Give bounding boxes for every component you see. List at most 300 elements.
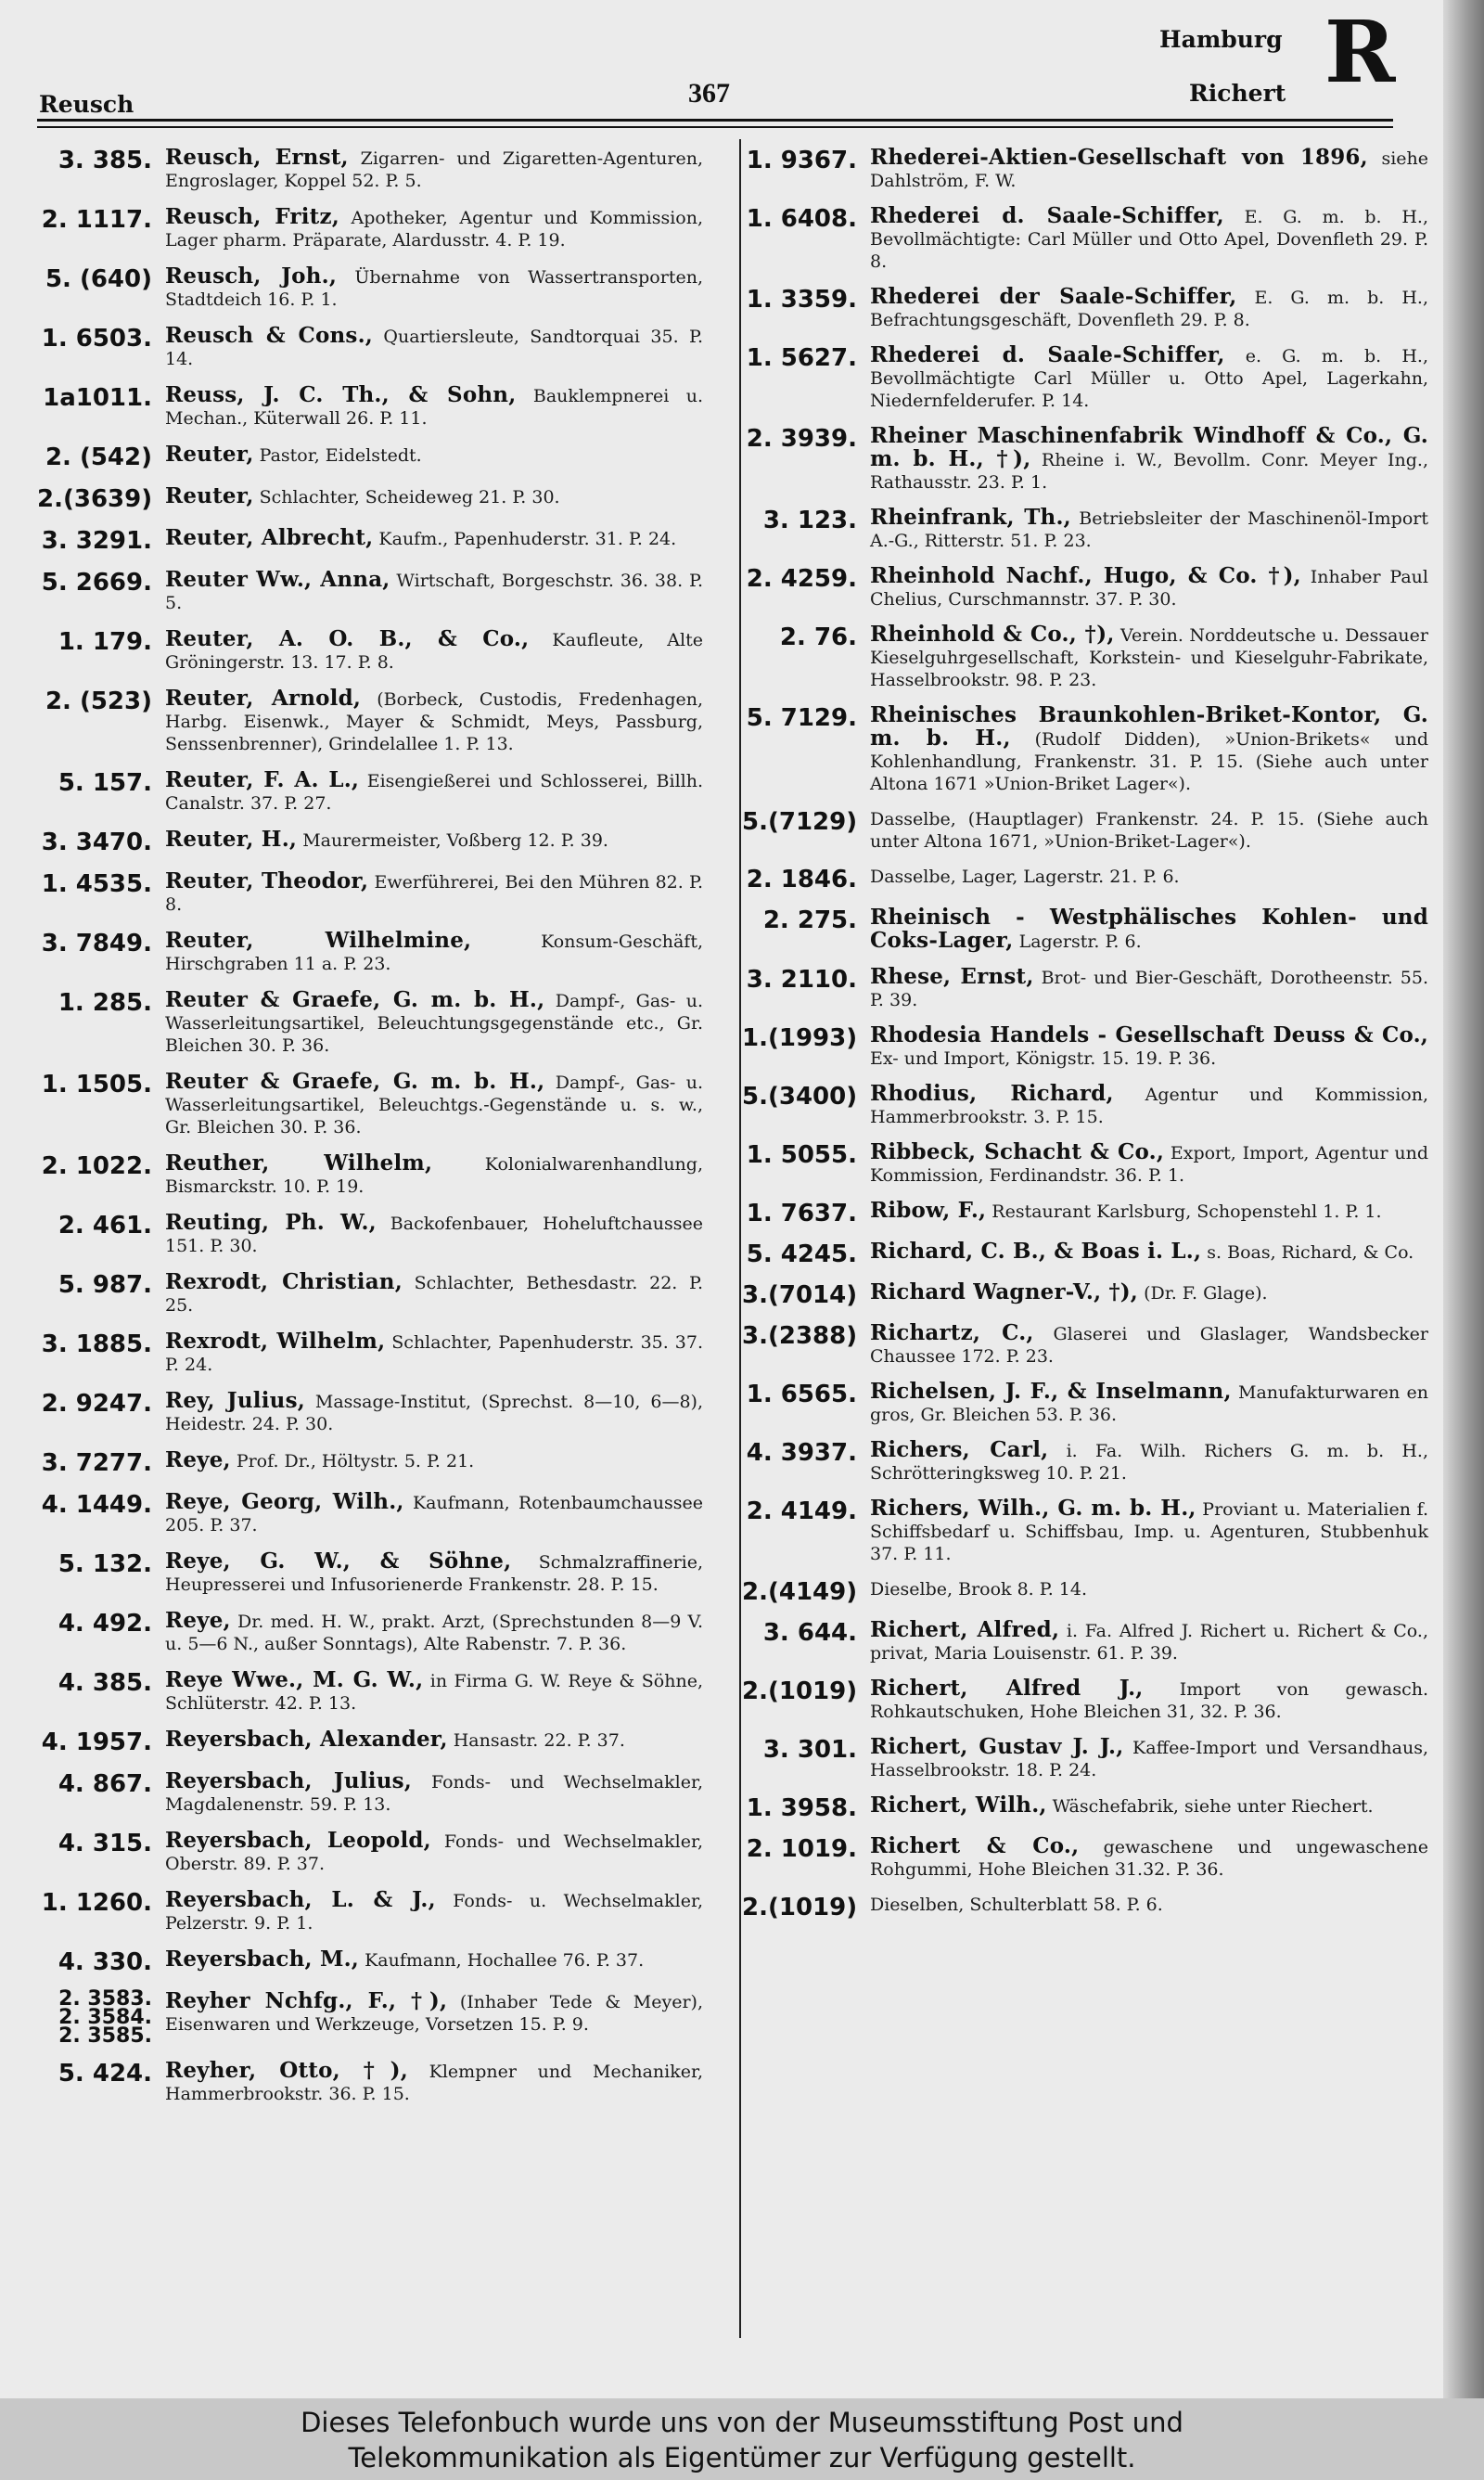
directory-entry	[742, 1322, 1428, 1368]
directory-entry	[742, 344, 1428, 412]
entry-details: Kaffee-Import und Versandhaus, Hasselbrookstr. 18. P. 24.	[870, 1738, 1428, 1780]
entry-text	[870, 1497, 1428, 1565]
entry-name: Reuter, A. O. B., & Co.,	[165, 626, 530, 651]
entry-text	[870, 1141, 1428, 1187]
entry-name: Reyersbach, Leopold,	[165, 1828, 431, 1853]
phone-number: 2. 1022.	[41, 1152, 152, 1180]
phone-number: 3.(7014)	[742, 1281, 858, 1309]
entry-text	[870, 1322, 1428, 1368]
entry-text	[165, 1728, 703, 1752]
phone-number: 2. 275.	[762, 906, 857, 934]
phone-number: 5. 7129.	[746, 704, 857, 732]
phone-number: 3. 644.	[762, 1619, 857, 1647]
entry-name: Rheinfrank, Th.,	[870, 505, 1071, 530]
phone-number: 1. 6565.	[746, 1381, 857, 1408]
entry-name: Rheinhold Nachf., Hugo, & Co. †),	[870, 563, 1301, 588]
entry-details: Dasselbe, (Hauptlager) Frankenstr. 24. P. 15. (Siehe auch unter Altona 1671, »Union-Briket-Lager«).	[870, 809, 1428, 852]
entry-details: e. G. m. b. H., Bevollmächtigte Carl Müller u. Otto Apel, Lagerkahn, Niedernfelderufer. P. 14.	[870, 346, 1428, 411]
directory-entry	[742, 966, 1428, 1011]
entry-name: Reuss, J. C. Th., & Sohn,	[165, 382, 517, 407]
phone-number: 3. 3470.	[41, 829, 152, 856]
directory-entry	[742, 205, 1428, 273]
phone-number: 2.(1019)	[742, 1677, 858, 1705]
phone-number: 1. 5055.	[746, 1141, 857, 1169]
phone-number: 1. 285.	[58, 989, 152, 1017]
directory-entry	[37, 1948, 703, 1976]
entry-text	[870, 966, 1428, 1011]
phone-number: 1. 6503.	[41, 325, 152, 353]
entry-details: Dr. med. H. W., prakt. Arzt, (Sprechstunden 8—9 V. u. 5—6 N., außer Sonntags), Alte Rabenstr. 7. P. 36.	[165, 1612, 704, 1654]
directory-entry	[742, 808, 1428, 853]
directory-entry	[742, 1677, 1428, 1723]
directory-entry	[37, 989, 703, 1057]
entry-name: Reuter, H.,	[165, 827, 298, 852]
entry-name: Rhederei d. Saale-Schiffer,	[870, 203, 1224, 228]
entry-text	[165, 870, 703, 916]
entry-text	[165, 1271, 703, 1317]
entry-name: Reyersbach, L. & J.,	[165, 1887, 436, 1912]
entry-details: in Firma G. W. Reye & Söhne, Schlüterstr. 42. P. 13.	[165, 1671, 703, 1714]
directory-entry	[742, 425, 1428, 494]
phone-number: 5.(7129)	[742, 808, 858, 836]
directory-entry	[37, 829, 703, 856]
entry-details: Ewerführerei, Bei den Mühren 82. P. 8.	[165, 872, 703, 915]
phone-number: 2.(4149)	[742, 1578, 858, 1606]
directory-entry	[742, 1381, 1428, 1426]
directory-entry	[37, 2060, 703, 2105]
directory-entry	[37, 384, 703, 430]
entry-text	[870, 1281, 1428, 1304]
phone-number-line: 2. 3584.	[58, 2006, 152, 2029]
directory-entry	[742, 906, 1428, 953]
entry-details: Fonds- und Wechselmakler, Magdalenenstr. 59. P. 13.	[165, 1772, 703, 1815]
phone-number: 5. 424.	[58, 2060, 152, 2088]
entry-details: Pastor, Eidelstedt.	[259, 445, 422, 466]
entry-details: Bauklempnerei u. Mechan., Küterwall 26. P. 11.	[165, 386, 703, 429]
entry-details: Glaserei und Glaslager, Wandsbecker Chaussee 172. P. 23.	[870, 1324, 1428, 1367]
header-left-keyword: Reusch	[39, 91, 134, 118]
left-column	[37, 147, 703, 2119]
entry-text	[870, 1619, 1428, 1664]
directory-entry	[37, 325, 703, 370]
entry-name: Rhederei-Aktien-Gesellschaft von 1896,	[870, 145, 1368, 170]
entry-text	[870, 1835, 1428, 1881]
entry-text	[165, 829, 703, 852]
entry-text	[165, 1550, 703, 1596]
directory-entry	[37, 147, 703, 192]
entry-name: Richard Wagner-V., †),	[870, 1279, 1139, 1304]
phone-number: 1. 1505.	[41, 1071, 152, 1099]
phone-number: 2. 3939.	[746, 425, 857, 453]
directory-entry	[742, 286, 1428, 331]
entry-name: Ribow, F.,	[870, 1198, 987, 1223]
entry-details: (Dr. F. Glage).	[1144, 1283, 1268, 1304]
directory-entry	[742, 507, 1428, 552]
directory-entry	[742, 565, 1428, 610]
page-edge-shadow	[1443, 0, 1484, 2398]
footer-note	[0, 2398, 1484, 2480]
header-city: Hamburg	[1159, 26, 1283, 53]
phone-number: 2. (523)	[45, 687, 152, 715]
phone-number: 5. 157.	[58, 769, 152, 797]
entry-name: Reusch, Fritz,	[165, 204, 339, 229]
entry-name: Rexrodt, Christian,	[165, 1269, 403, 1294]
directory-entry	[37, 1610, 703, 1655]
entry-text	[165, 1212, 703, 1257]
entry-name: Reuter, Arnold,	[165, 686, 362, 711]
entry-name: Reusch, Joh.,	[165, 263, 338, 289]
entry-details: Hansastr. 22. P. 37.	[453, 1730, 625, 1751]
directory-entry	[742, 1794, 1428, 1822]
phone-number: 3. 301.	[762, 1736, 857, 1764]
entry-name: Reyher Nchfg., F., †),	[165, 1988, 448, 2013]
phone-number: 2.(3639)	[37, 485, 153, 513]
entry-name: Reyher, Otto, †),	[165, 2058, 408, 2083]
entry-text	[870, 565, 1428, 610]
entry-name: Reyersbach, Alexander,	[165, 1727, 448, 1752]
entry-text	[165, 1990, 703, 2036]
phone-number: 5. (640)	[45, 265, 152, 293]
entry-details: Wirtschaft, Borgeschstr. 36. 38. P. 5.	[165, 571, 704, 613]
entry-details: Dasselbe, Lager, Lagerstr. 21. P. 6.	[870, 867, 1180, 887]
phone-number: 3. 7277.	[41, 1449, 152, 1477]
entry-details: Dieselben, Schulterblatt 58. P. 6.	[870, 1895, 1163, 1915]
phone-number: 4. 3937.	[746, 1439, 857, 1467]
directory-entry	[37, 206, 703, 251]
entry-details: Dampf-, Gas- u. Wasserleitungsartikel, Beleuchtungsgegenstände etc., Gr. Bleichen 30. P. 36.	[165, 991, 704, 1056]
right-column	[742, 147, 1428, 1934]
directory-entry	[742, 866, 1428, 893]
entry-details: Kaufm., Papenhuderstr. 31. P. 24.	[378, 529, 677, 549]
phone-number: 1a1011.	[43, 384, 152, 412]
entry-name: Richert, Gustav J. J.,	[870, 1734, 1124, 1759]
entry-text	[870, 866, 1428, 888]
entry-name: Reyersbach, Julius,	[165, 1768, 412, 1793]
entry-text	[870, 1024, 1428, 1070]
directory-entry	[742, 1497, 1428, 1565]
entry-details: Manufakturwaren en gros, Gr. Bleichen 53. P. 36.	[870, 1382, 1428, 1425]
entry-details: Massage-Institut, (Sprechst. 8—10, 6—8), Heidestr. 24. P. 30.	[165, 1392, 703, 1434]
entry-text	[870, 286, 1428, 331]
entry-details: Eisengießerei und Schlosserei, Billh. Canalstr. 37. P. 27.	[165, 771, 704, 814]
phone-number: 1. 3359.	[746, 286, 857, 314]
section-letter: R	[1324, 2, 1396, 102]
phone-number: 2. 9247.	[41, 1390, 152, 1418]
entry-name: Rhese, Ernst,	[870, 964, 1034, 989]
entry-details: Kaufleute, Alte Gröningerstr. 13. 17. P. 8.	[165, 630, 703, 673]
directory-entry	[37, 1491, 703, 1536]
phone-number: 2. (542)	[45, 443, 152, 471]
phone-number: 3. 385.	[58, 147, 152, 174]
entry-details: Ex- und Import, Königstr. 15. 19. P. 36.	[870, 1048, 1217, 1069]
phone-number: 2. 76.	[779, 623, 857, 651]
directory-entry	[37, 527, 703, 555]
entry-text	[165, 265, 703, 311]
phone-number: 5. 132.	[58, 1550, 152, 1578]
entry-text	[870, 704, 1428, 795]
entry-text	[165, 1491, 703, 1536]
entry-text	[165, 687, 703, 755]
page-number: 367	[688, 78, 730, 109]
entry-name: Rhederei der Saale-Schiffer,	[870, 284, 1237, 309]
entry-text	[870, 1240, 1428, 1264]
entry-details: Maurermeister, Voßberg 12. P. 39.	[302, 830, 608, 851]
entry-name: Richers, Carl,	[870, 1437, 1049, 1462]
directory-entry	[37, 930, 703, 975]
directory-entry	[742, 1200, 1428, 1227]
entry-text	[870, 623, 1428, 691]
directory-entry	[37, 1987, 703, 2048]
phone-number: 2.(1019)	[742, 1894, 858, 1921]
phone-number: 2. 4149.	[746, 1497, 857, 1525]
entry-name: Rheinhold & Co., †),	[870, 622, 1115, 647]
phone-number: 4. 867.	[58, 1770, 152, 1798]
phone-number: 1. 1260.	[41, 1889, 152, 1917]
entry-name: Rhederei d. Saale-Schiffer,	[870, 342, 1225, 367]
phone-number: 2. 1117.	[41, 206, 152, 234]
entry-text	[165, 569, 703, 614]
entry-text	[165, 1830, 703, 1875]
entry-name: Richelsen, J. F., & Inselmann,	[870, 1379, 1232, 1404]
directory-entry	[37, 687, 703, 755]
directory-entry	[37, 443, 703, 471]
entry-details: Klempner und Mechaniker, Hammerbrookstr. 36. P. 15.	[165, 2062, 703, 2104]
entry-text	[165, 1889, 703, 1934]
entry-details: gewaschene und ungewaschene Rohgummi, Hohe Bleichen 31.32. P. 36.	[870, 1837, 1428, 1880]
entry-name: Rheinisch - Westphälisches Kohlen- und Coks-Lager,	[870, 905, 1428, 953]
entry-name: Reusch, Ernst,	[165, 145, 349, 170]
entry-text	[165, 1770, 703, 1816]
entry-name: Rheinisches Braunkohlen-Briket-Kontor, G. m. b. H.,	[870, 702, 1428, 751]
phone-number: 1. 7637.	[746, 1200, 857, 1227]
entry-name: Reuther, Wilhelm,	[165, 1150, 433, 1176]
phone-number: 2. 1846.	[746, 866, 857, 893]
entry-name: Reye,	[165, 1608, 231, 1633]
entry-name: Richartz, C.,	[870, 1320, 1034, 1345]
entry-details: Kaufmann, Hochallee 76. P. 37.	[365, 1950, 645, 1971]
directory-entry	[742, 623, 1428, 691]
entry-details: Apotheker, Agentur und Kommission, Lager pharm. Präparate, Alardusstr. 4. P. 19.	[165, 208, 703, 251]
directory-entry	[37, 1330, 703, 1376]
directory-entry	[742, 1240, 1428, 1268]
directory-entry	[37, 1728, 703, 1756]
phone-number-line: 2. 3583.	[58, 1987, 152, 2011]
entry-text	[870, 1578, 1428, 1600]
directory-entry	[742, 704, 1428, 795]
entry-text	[165, 206, 703, 251]
header-right-keyword: Richert	[1189, 80, 1286, 107]
entry-details: Konsum-Geschäft, Hirschgraben 11 a. P. 23.	[165, 932, 703, 974]
phone-number-line: 2. 3585.	[58, 2024, 152, 2048]
entry-text	[870, 507, 1428, 552]
directory-entry	[37, 1271, 703, 1317]
directory-entry	[37, 1152, 703, 1198]
entry-details: Restaurant Karlsburg, Schopenstehl 1. P. 1.	[991, 1201, 1382, 1222]
entry-name: Rey, Julius,	[165, 1388, 305, 1413]
entry-details: i. Fa. Alfred J. Richert u. Richert & Co., privat, Maria Louisenstr. 61. P. 39.	[870, 1621, 1428, 1664]
entry-name: Reuting, Ph. W.,	[165, 1210, 377, 1235]
entry-details: Dieselbe, Brook 8. P. 14.	[870, 1579, 1087, 1600]
entry-name: Reuter, F. A. L.,	[165, 767, 360, 792]
entry-details: Schlachter, Scheideweg 21. P. 30.	[259, 487, 560, 508]
phone-number: 3. 1885.	[41, 1330, 152, 1358]
entry-name: Reuter,	[165, 483, 254, 508]
directory-entry	[742, 1083, 1428, 1128]
entry-details: Fonds- und Wechselmakler, Oberstr. 89. P. 37.	[165, 1831, 703, 1874]
phone-number: 4. 385.	[58, 1669, 152, 1697]
entry-text	[165, 1390, 703, 1435]
phone-number: 2. 4259.	[746, 565, 857, 593]
entry-name: Rhodesia Handels - Gesellschaft Deuss & Co.,	[870, 1022, 1428, 1047]
entry-text	[165, 147, 703, 192]
directory-entry	[37, 1550, 703, 1596]
entry-details: Fonds- u. Wechselmakler, Pelzerstr. 9. P. 1.	[165, 1891, 703, 1934]
directory-entry	[742, 1281, 1428, 1309]
phone-number: 3. 123.	[762, 507, 857, 534]
directory-entry	[37, 569, 703, 614]
directory-entry	[742, 1736, 1428, 1781]
directory-entry	[37, 1449, 703, 1477]
entry-name: Ribbeck, Schacht & Co.,	[870, 1139, 1165, 1164]
entry-name: Reusch & Cons.,	[165, 323, 373, 348]
entry-details: Export, Import, Agentur und Kommission, Ferdinandstr. 36. P. 1.	[870, 1143, 1428, 1186]
directory-entry	[742, 1835, 1428, 1881]
directory-entry	[37, 870, 703, 916]
entry-name: Reye, Georg, Wilh.,	[165, 1489, 404, 1514]
phone-number: 3. 3291.	[41, 527, 152, 555]
footer-line-2: Telekommunikation als Eigentümer zur Verfügung gestellt.	[348, 2442, 1136, 2474]
entry-text	[165, 384, 703, 430]
entry-text	[870, 808, 1428, 853]
entry-name: Richard, C. B., & Boas i. L.,	[870, 1239, 1202, 1264]
entry-details: Verein. Norddeutsche u. Dessauer Kieselguhrgesellschaft, Korkstein- und Kieselguhr-Fabrikate, Hasselbrookstr. 98. P. 23.	[870, 625, 1428, 690]
entry-name: Richers, Wilh., G. m. b. H.,	[870, 1496, 1196, 1521]
directory-entry	[37, 1770, 703, 1816]
entry-details: Schlachter, Bethesdastr. 22. P. 25.	[165, 1273, 704, 1316]
directory-entry	[742, 1578, 1428, 1606]
entry-name: Reyersbach, M.,	[165, 1947, 360, 1972]
entry-details: E. G. m. b. H., Befrachtungsgeschäft, Dovenfleth 29. P. 8.	[870, 288, 1429, 330]
entry-details: Inhaber Paul Chelius, Curschmannstr. 37. P. 30.	[870, 567, 1428, 610]
entry-details: Proviant u. Materialien f. Schiffsbedarf u. Schiffsbau, Imp. u. Agenturen, Stubbenhuk 37. P. 11.	[870, 1499, 1428, 1564]
phone-number: 1. 179.	[58, 628, 152, 656]
entry-text	[165, 2060, 703, 2105]
entry-details: Dampf-, Gas- u. Wasserleitungsartikel, Beleuchtgs.-Gegenstände u. s. w., Gr. Bleichen 30. P. 36.	[165, 1073, 704, 1137]
entry-text	[165, 1152, 703, 1198]
entry-text	[165, 527, 703, 550]
entry-details: (Rudolf Didden), »Union-Brikets« und Kohlenhandlung, Frankenstr. 31. P. 15. (Siehe auch unter Altona 1671 »Union-Briket Lager«).	[870, 729, 1428, 794]
entry-text	[870, 1736, 1428, 1781]
entry-details: Betriebsleiter der Maschinenöl-Import A.-G., Ritterstr. 51. P. 23.	[870, 508, 1428, 551]
entry-details: Schlachter, Papenhuderstr. 35. 37. P. 24.	[165, 1332, 703, 1375]
entry-details: Import von gewasch. Rohkautschuken, Hohe Bleichen 31, 32. P. 36.	[870, 1679, 1428, 1722]
entry-details: E. G. m. b. H., Bevollmächtigte: Carl Müller und Otto Apel, Dovenfleth 29. P. 8.	[870, 207, 1428, 272]
entry-text	[165, 1948, 703, 1972]
entry-text	[870, 1439, 1428, 1484]
entry-details: Prof. Dr., Höltystr. 5. P. 21.	[236, 1451, 475, 1471]
header-rule-thin	[37, 126, 1393, 128]
directory-entry	[37, 1390, 703, 1435]
entry-text	[165, 443, 703, 467]
entry-details: Brot- und Bier-Geschäft, Dorotheenstr. 55. P. 39.	[870, 968, 1429, 1010]
entry-text	[165, 485, 703, 508]
directory-entry	[37, 1212, 703, 1257]
entry-text	[165, 1669, 703, 1715]
entry-details: Zigarren- und Zigaretten-Agenturen, Engroslager, Koppel 52. P. 5.	[165, 148, 703, 191]
entry-text	[870, 1894, 1428, 1916]
entry-details: Agentur und Kommission, Hammerbrookstr. 3. P. 15.	[870, 1085, 1429, 1127]
entry-name: Reye Wwe., M. G. W.,	[165, 1667, 424, 1692]
directory-entry	[742, 1141, 1428, 1187]
entry-details: Quartiersleute, Sandtorquai 35. P. 14.	[165, 327, 703, 369]
entry-name: Reye, G. W., & Söhne,	[165, 1548, 512, 1574]
phone-number: 5. 987.	[58, 1271, 152, 1299]
entry-details: (Borbeck, Custodis, Fredenhagen, Harbg. Eisenwk., Mayer & Schmidt, Meys, Passburg, Senssenbrenner), Grindelallee 1. P. 13.	[165, 689, 704, 754]
entry-name: Richert & Co.,	[870, 1833, 1080, 1858]
entry-details: Wäschefabrik, siehe unter Riechert.	[1052, 1796, 1374, 1817]
directory-entry	[37, 628, 703, 674]
entry-details: i. Fa. Wilh. Richers G. m. b. H., Schrötteringksweg 10. P. 21.	[870, 1441, 1428, 1484]
entry-name: Richert, Alfred J.,	[870, 1676, 1144, 1701]
entry-text	[870, 147, 1428, 192]
phone-number: 4. 1449.	[41, 1491, 152, 1519]
entry-details: (Inhaber Tede & Meyer), Eisenwaren und Werkzeuge, Vorsetzen 15. P. 9.	[165, 1992, 703, 2035]
entry-text	[165, 1449, 703, 1472]
entry-text	[165, 989, 703, 1057]
entry-details: Schmalzraffinerie, Heupresserei und Infusorienerde Frankenstr. 28. P. 15.	[165, 1552, 704, 1595]
phone-number: 1. 5627.	[746, 344, 857, 372]
directory-entry	[37, 265, 703, 311]
phone-number: 1. 4535.	[41, 870, 152, 898]
entry-name: Richert, Wilh.,	[870, 1793, 1047, 1818]
entry-name: Reuter, Wilhelmine,	[165, 928, 472, 953]
directory-entry	[742, 147, 1428, 192]
phone-number: 5. 4245.	[746, 1240, 857, 1268]
phone-number: 1.(1993)	[742, 1024, 858, 1052]
entry-details: Lagerstr. P. 6.	[1018, 932, 1142, 952]
entry-text	[870, 1677, 1428, 1723]
entry-name: Rexrodt, Wilhelm,	[165, 1329, 386, 1354]
entry-text	[870, 425, 1428, 494]
entry-name: Reye,	[165, 1447, 231, 1472]
directory-entry	[37, 1830, 703, 1875]
phone-number: 5.(3400)	[742, 1083, 858, 1111]
phone-number: 1. 9367.	[746, 147, 857, 174]
column-divider	[739, 139, 741, 2338]
entry-text	[165, 930, 703, 975]
phone-number: 4. 315.	[58, 1830, 152, 1857]
entry-details: Rheine i. W., Bevollm. Conr. Meyer Ing., Rathausstr. 23. P. 1.	[870, 450, 1428, 493]
phone-number: 1. 3958.	[746, 1794, 857, 1822]
entry-details: Kaufmann, Rotenbaumchaussee 205. P. 37.	[165, 1493, 703, 1536]
entry-name: Reuter & Graefe, G. m. b. H.,	[165, 987, 545, 1012]
entry-text	[870, 1794, 1428, 1818]
entry-text	[870, 1083, 1428, 1128]
phone-number: 1. 6408.	[746, 205, 857, 233]
phone-number: 2. 461.	[58, 1212, 152, 1240]
directory-entry	[37, 1889, 703, 1934]
directory-entry	[742, 1024, 1428, 1070]
phone-number: 2. 1019.	[746, 1835, 857, 1863]
entry-details: siehe Dahlström, F. W.	[870, 148, 1428, 191]
phone-number: 4. 492.	[58, 1610, 152, 1638]
entry-text	[870, 1200, 1428, 1223]
phone-number: 4. 330.	[58, 1948, 152, 1976]
entry-text	[870, 205, 1428, 273]
entry-text	[165, 769, 703, 815]
entry-text	[870, 906, 1428, 953]
entry-text	[165, 1610, 703, 1655]
